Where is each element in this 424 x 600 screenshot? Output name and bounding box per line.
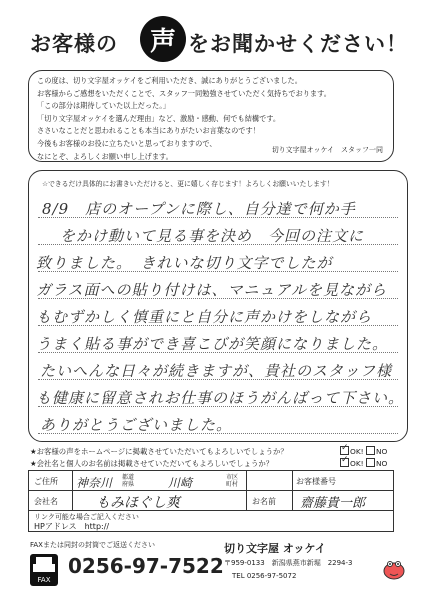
name-value[interactable]: 齋藤貴一郎 [300, 496, 366, 511]
company-value[interactable]: もみほぐし爽 [96, 495, 180, 511]
crab-mascot-icon [380, 556, 408, 582]
intro-line: 「切り文字屋オッケイを選んだ理由」など、激励・感動、何でも結構です。 [37, 113, 281, 123]
intro-line: お客様からご感想をいただくことで、スタッフ一同勉強させていただく気持ちでおります。 [37, 88, 331, 98]
fax-icon-label: FAX [37, 576, 51, 584]
intro-signature: 切り文字屋オッケイ スタッフ一同 [271, 146, 383, 155]
fax-note: FAXまたは同封の封筒でご返送ください [30, 541, 155, 549]
fax-icon [30, 554, 58, 586]
form-divider [292, 470, 293, 510]
company-address: 〒959-0133 新潟県燕市新堀 2294-3 [224, 559, 353, 567]
intro-line: ささいなことだと思われることも本当にありがたいお言葉なのです！ [37, 126, 260, 136]
handwritten-line: たいへんな日々が続きますが、貴社のスタッフ様 [40, 362, 393, 380]
handwritten-line: ありがとうございました。 [40, 416, 233, 434]
city-value[interactable]: 川崎 [168, 476, 193, 490]
handwritten-line: をかけ動いて見る事を決め 今回の注文に [60, 227, 365, 245]
no-checkbox[interactable] [366, 458, 375, 467]
no-label: NO [376, 447, 388, 456]
no-checkbox[interactable] [366, 446, 375, 455]
handwritten-line: 致りました。 きれいな切り文字でしたが [36, 254, 333, 272]
handwritten-line: 8/9 店のオープンに際し、自分達で何か手 [42, 200, 356, 218]
consent-question: ★お客様の声をホームページに掲載させていただいてもよろしいでしょうか？ [30, 447, 288, 456]
title-left: お客様の [30, 32, 118, 56]
form-divider [246, 470, 247, 510]
consent-name [30, 458, 388, 469]
address-label: ご住所 [34, 477, 58, 486]
pref-value[interactable]: 神奈川 [76, 476, 113, 490]
intro-line: 今後もお客様のお役に立ちたいと思っておりますので、 [37, 138, 217, 148]
fax-number: 0256-97-7522 [68, 554, 224, 578]
title-right: をお聞かせください！ [188, 32, 408, 56]
customer-no-label: お客様番号 [296, 477, 336, 486]
intro-line: なにとぞ、よろしくお願い申し上げます。 [37, 151, 173, 161]
no-label: NO [376, 459, 388, 468]
city-label: 市区町村 [226, 474, 239, 488]
form-divider [72, 470, 73, 510]
company-name: 切り文字屋 オッケイ [224, 542, 326, 555]
company-label: 会社名 [34, 497, 58, 506]
handwritten-line: ガラス面への貼り付けは、マニュアルを見ながら [36, 281, 387, 299]
intro-box [28, 70, 394, 162]
handwritten-line: うまく貼る事ができ喜こびが笑顔になりました。 [36, 335, 389, 353]
pref-label: 都道府県 [122, 474, 135, 488]
handwritten-line: も健康に留意されお仕事のほうがんばって下さい。 [36, 389, 405, 407]
ok-label: OK! [350, 447, 364, 456]
fax-machine-icon [30, 554, 58, 574]
intro-line: 「この部分は期待していた以上だった。」 [37, 101, 170, 111]
hp-label: HPアドレス http:// [34, 522, 110, 531]
name-label: お名前 [252, 497, 276, 506]
ok-label: OK! [350, 459, 364, 468]
consent-question: ★会社名と個人のお名前は掲載させていただいてもよろしいでしょうか？ [30, 459, 274, 468]
consent-hp [30, 446, 388, 457]
consent-options [340, 458, 387, 468]
comment-note: ☆できるだけ具体的にお書きいただけると、更に嬉しく存じます！よろしくお願いいたします！ [42, 180, 334, 188]
link-label: リンク可能な場合ご記入ください [34, 513, 139, 521]
intro-line: この度は、切り文字屋オッケイをご利用いただき、誠にありがとうございました。 [37, 76, 302, 85]
handwritten-line: もむずかしく慎重にと自分に声かけをしながら [36, 308, 373, 326]
company-tel: TEL 0256-97-5072 [232, 572, 297, 580]
ok-checkbox[interactable] [340, 446, 349, 455]
voice-badge: 声 [140, 16, 186, 62]
ok-checkbox[interactable] [340, 458, 349, 467]
